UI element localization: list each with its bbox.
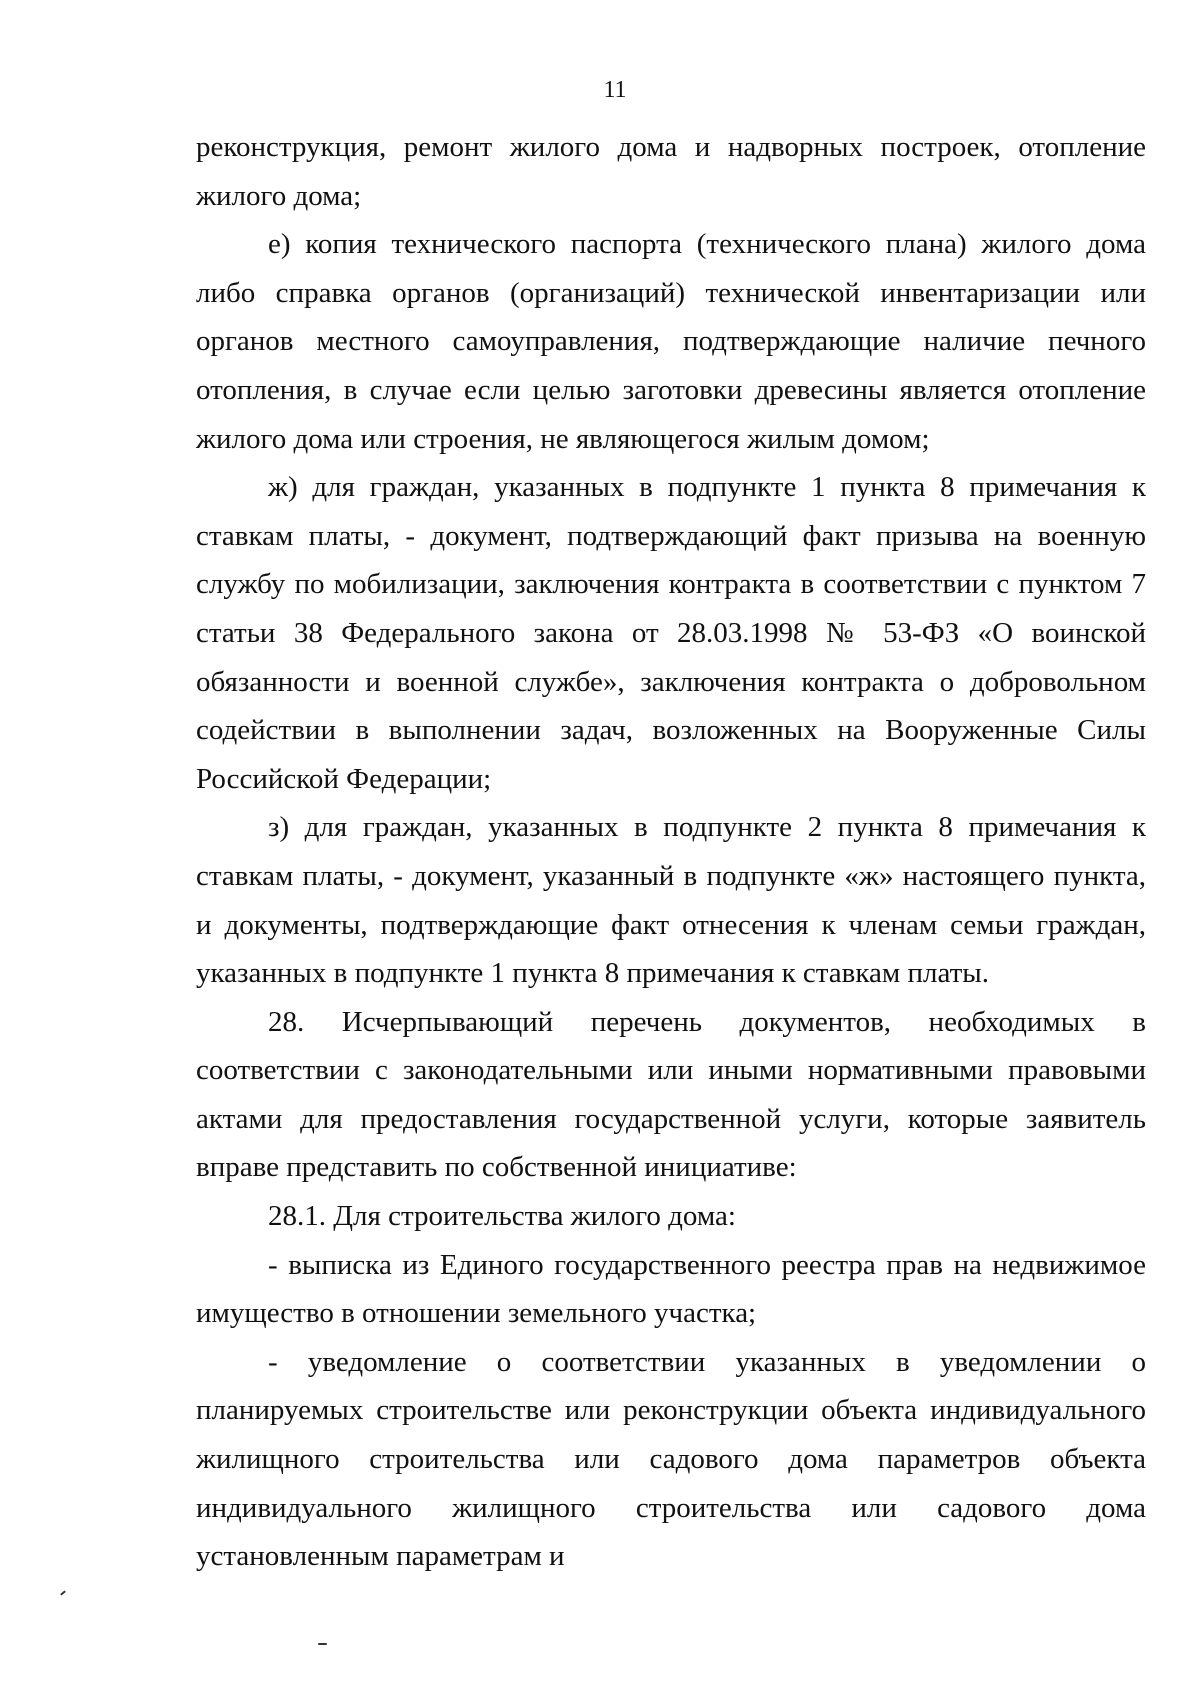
paragraph-dash-notice: - уведомление о соответствии указанных в уведомлении о планируемых строительстве или реконструкции объекта индивидуального жилищного строительства или садового дома параметров объекта индивидуального жилищного строительства или садового дома установленным параметрам и <box>196 1345 1146 1573</box>
scan-mark <box>60 1590 66 1595</box>
paragraph-item-zh: ж) для граждан, указанных в подпункте 1 пункта 8 примечания к ставкам платы, - документ, подтверждающий факт призыва на военную службу по мобилизации, заключения контракта в соответствии с пунктом 7 статьи 38 Федерального закона от 28.03.1998 № 53-ФЗ «О воинской обязанности и военной службе», заключения контракта о добровольном содействии в выполнении задач, возложенных на Вооруженные Силы Российской Федерации; <box>196 471 1146 795</box>
paragraph-continuation: реконструкция, ремонт жилого дома и надворных построек, отопление жилого дома; <box>196 131 1146 212</box>
paragraph-section-28-1: 28.1. Для строительства жилого дома: <box>268 1200 736 1233</box>
scan-mark <box>318 1643 327 1645</box>
paragraph-item-z: з) для граждан, указанных в подпункте 2 пункта 8 примечания к ставкам платы, - документ, указанный в подпункте «ж» настоящего пункта, и документы, подтверждающие факт отнесения к членам семьи граждан, указанных в подпункте 1 пункта 8 примечания к ставкам платы. <box>196 811 1146 990</box>
paragraph-dash-extract: - выписка из Единого государственного реестра прав на недвижимое имущество в отношении земельного участка; <box>196 1248 1146 1330</box>
document-body <box>196 123 1146 1581</box>
paragraph-section-28: 28. Исчерпывающий перечень документов, необходимых в соответствии с законодательными или иными нормативными правовыми актами для предоставления государственной услуги, которые заявитель вправе представить по собственной инициативе: <box>196 1005 1146 1184</box>
page-number: 11 <box>603 77 627 103</box>
paragraph-item-e: е) копия технического паспорта (технического плана) жилого дома либо справка органов (организаций) технической инвентаризации или органов местного самоуправления, подтверждающие наличие печного отопления, в случае если целью заготовки древесины является отопление жилого дома или строения, не являющегося жилым домом; <box>196 228 1146 455</box>
